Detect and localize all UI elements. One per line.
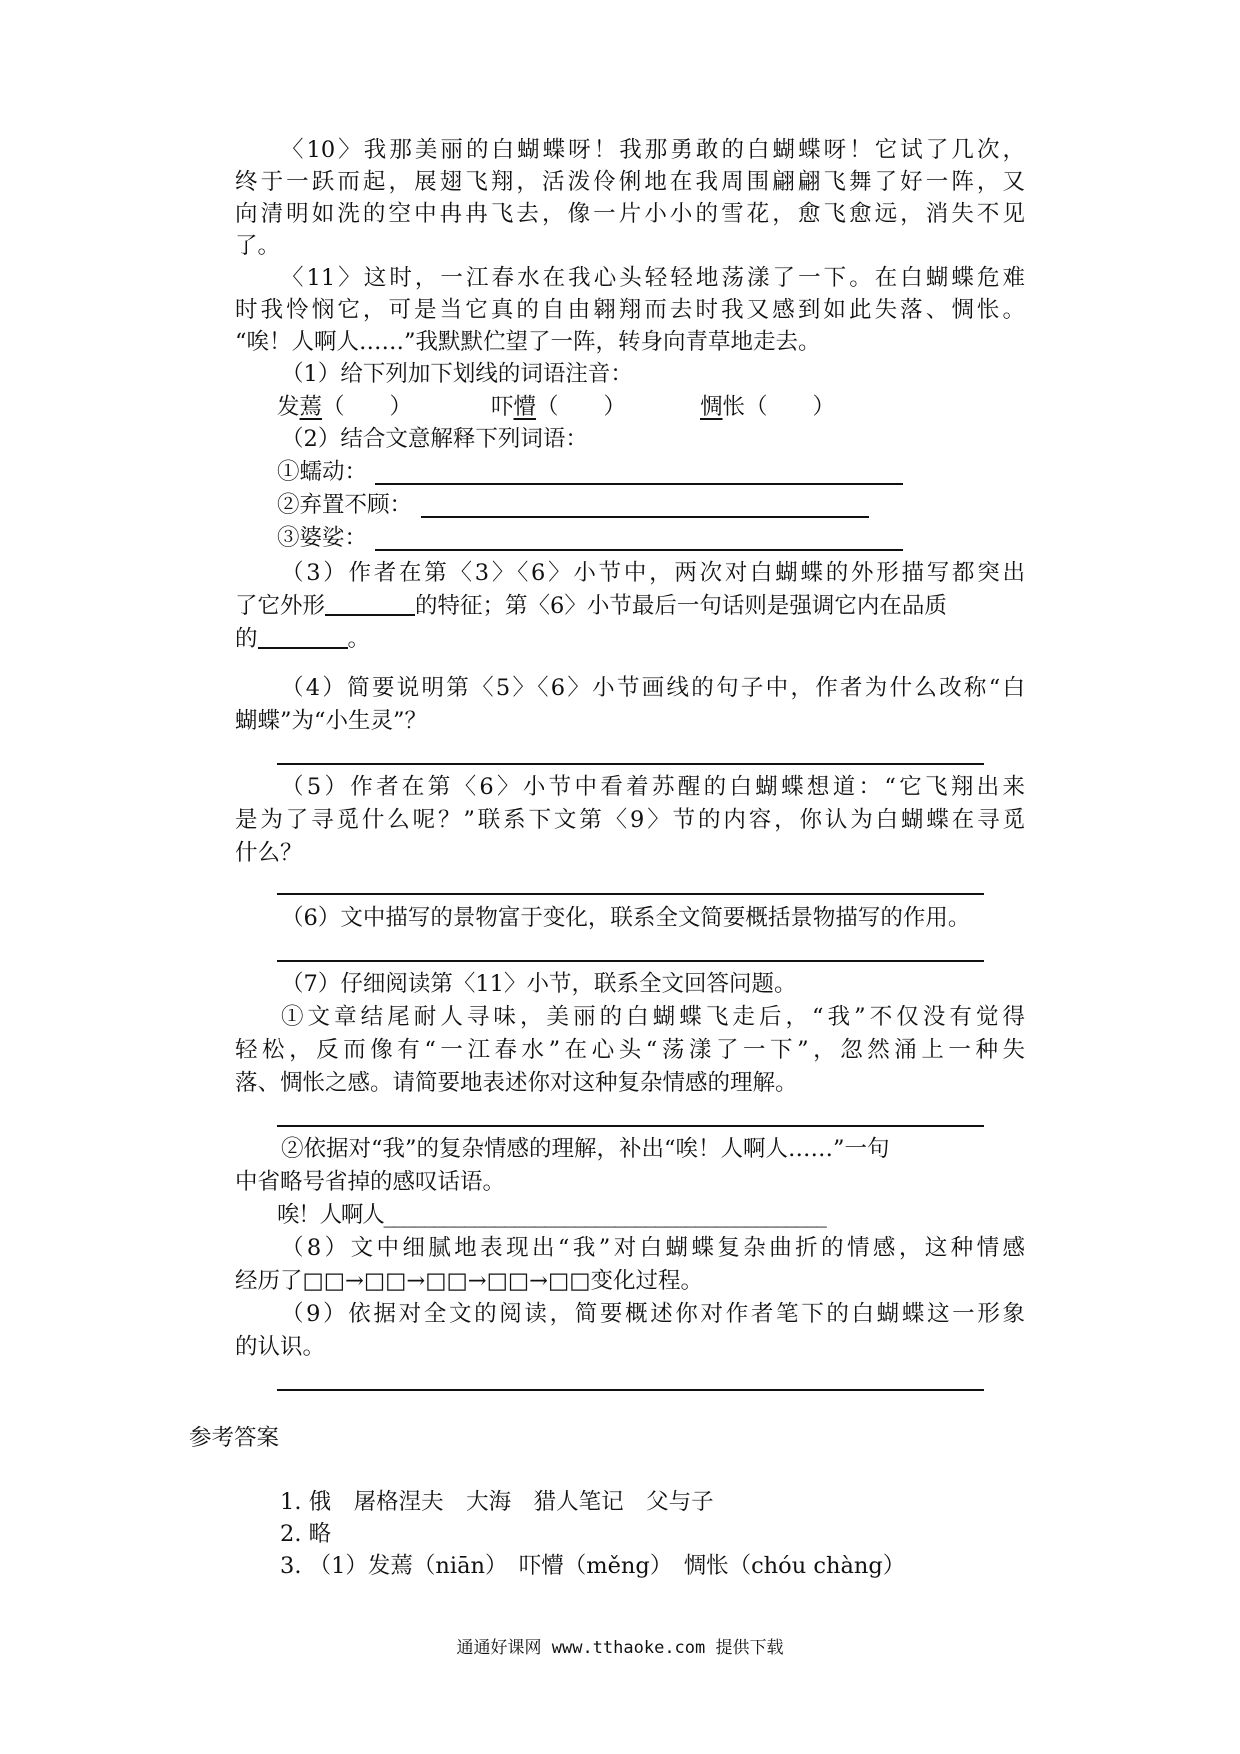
q2-item-2: ②弃置不顾： bbox=[277, 492, 413, 518]
answer-line[interactable] bbox=[375, 483, 903, 485]
answer-line[interactable] bbox=[277, 1389, 984, 1391]
para10-line-1: 〈10〉我那美丽的白蝴蝶呀！我那勇敢的白蝴蝶呀！它试了几次， bbox=[281, 137, 1025, 163]
underlined-char: 懵 bbox=[513, 394, 537, 420]
q7-line-2: ①文章结尾耐人寻味，美丽的白蝴蝶飞走后，“我”不仅没有觉得 bbox=[281, 1004, 1025, 1030]
answer-paren: （ ） bbox=[322, 394, 413, 420]
answer-line[interactable] bbox=[277, 1125, 984, 1127]
q5-line-2: 是为了寻觅什么呢？”联系下文第〈9〉节的内容，你认为白蝴蝶在寻觅 bbox=[235, 807, 1025, 833]
q7-line-3: 轻松，反而像有“一江春水”在心头“荡漾了一下”，忽然涌上一种失 bbox=[235, 1037, 1025, 1063]
q1-word-2: 吓懵（ ） bbox=[491, 394, 627, 420]
footer-credit: 通通好课网 www.tthaoke.com 提供下载 bbox=[456, 1638, 784, 1658]
q7-line-6: 中省略号省掉的感叹话语。 bbox=[235, 1169, 506, 1195]
para10-line-2: 终于一跃而起，展翅飞翔，活泼伶俐地在我周围翩翩飞舞了好一阵，又 bbox=[235, 169, 1025, 195]
fill-blank[interactable] bbox=[258, 625, 348, 649]
fill-blank[interactable] bbox=[325, 592, 415, 616]
q5-line-1: （5）作者在第〈6〉小节中看着苏醒的白蝴蝶想道：“它飞翔出来 bbox=[281, 774, 1025, 800]
q4-line-2: 蝴蝶”为“小生灵”？ bbox=[235, 708, 428, 734]
q5-line-3: 什么？ bbox=[235, 840, 303, 866]
q3-line-3: 的 。 bbox=[235, 626, 371, 652]
para11-line-1: 〈11〉这时，一江春水在我心头轻轻地荡漾了一下。在白蝴蝶危难 bbox=[281, 265, 1025, 291]
q7-line-5: ②依据对“我”的复杂情感的理解，补出“唉！人啊人……”一句 bbox=[281, 1136, 890, 1162]
q3-line-1: （3）作者在第〈3〉〈6〉小节中，两次对白蝴蝶的外形描写都突出 bbox=[281, 560, 1025, 586]
q7-fill-line[interactable]: 唉！人啊人____________________________________________ bbox=[277, 1202, 826, 1228]
q3-line-2: 了它外形 的特征；第〈6〉小节最后一句话则是强调它内在品质 bbox=[235, 593, 947, 619]
q1-prompt: （1）给下列加下划线的词语注音： bbox=[281, 361, 633, 387]
answer-1: 1. 俄 屠格涅夫 大海 猎人笔记 父与子 bbox=[280, 1489, 714, 1515]
q2-prompt: （2）结合文意解释下列词语： bbox=[281, 426, 588, 452]
answer-2: 2. 略 bbox=[280, 1521, 332, 1547]
answer-3: 3. （1）发蔫（niān） 吓懵（měng） 惆怅（chóu chàng） bbox=[280, 1553, 906, 1579]
answer-line[interactable] bbox=[277, 763, 984, 765]
q7-line-1: （7）仔细阅读第〈11〉小节，联系全文回答问题。 bbox=[281, 971, 797, 997]
q2-item-1: ①蠕动： bbox=[277, 459, 368, 485]
q8-line-2: 经历了□□→□□→□□→□□→□□变化过程。 bbox=[235, 1268, 703, 1294]
para10-line-3: 向清明如洗的空中冉冉飞去，像一片小小的雪花，愈飞愈远，消失不见 bbox=[235, 201, 1025, 227]
answer-paren: （ ） bbox=[745, 394, 836, 420]
answer-line[interactable] bbox=[421, 516, 869, 518]
answer-paren: （ ） bbox=[536, 394, 627, 420]
answer-line[interactable] bbox=[277, 893, 984, 895]
underlined-char: 惆 bbox=[700, 394, 723, 420]
q2-item-3: ③婆娑： bbox=[277, 525, 368, 551]
para11-line-3: “唉！人啊人……”我默默伫望了一阵，转身向青草地走去。 bbox=[235, 329, 821, 355]
q9-line-1: （9）依据对全文的阅读，简要概述你对作者笔下的白蝴蝶这一形象 bbox=[281, 1301, 1025, 1327]
answer-line[interactable] bbox=[277, 960, 984, 962]
q8-line-1: （8）文中细腻地表现出“我”对白蝴蝶复杂曲折的情感，这种情感 bbox=[281, 1235, 1025, 1261]
para11-line-2: 时我怜悯它，可是当它真的自由翱翔而去时我又感到如此失落、惆怅。 bbox=[235, 297, 1025, 323]
q1-word-3: 惆怅（ ） bbox=[700, 394, 836, 420]
underlined-char: 蔫 bbox=[299, 394, 323, 420]
q7-line-4: 落、惆怅之感。请简要地表述你对这种复杂情感的理解。 bbox=[235, 1070, 798, 1096]
q6-line-1: （6）文中描写的景物富于变化，联系全文简要概括景物描写的作用。 bbox=[281, 905, 971, 931]
q9-line-2: 的认识。 bbox=[235, 1334, 326, 1360]
q4-line-1: （4）简要说明第〈5〉〈6〉小节画线的句子中，作者为什么改称“白 bbox=[281, 675, 1025, 701]
answers-heading: 参考答案 bbox=[189, 1425, 280, 1451]
para10-line-4: 了。 bbox=[235, 233, 281, 259]
q1-word-1: 发蔫（ ） bbox=[277, 394, 413, 420]
answer-line[interactable] bbox=[375, 549, 903, 551]
